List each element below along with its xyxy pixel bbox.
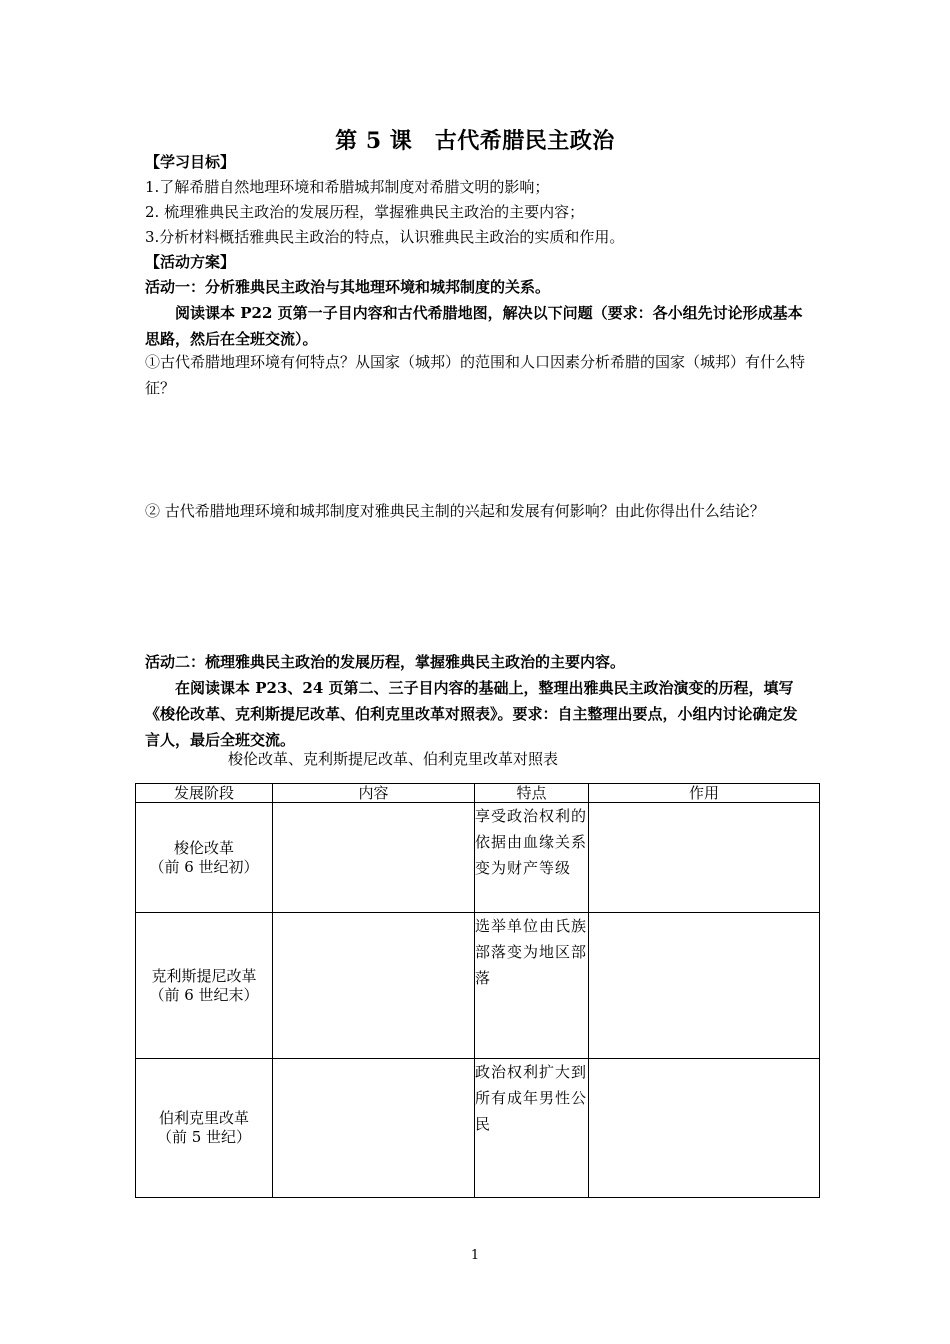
stage-period: （前 6 世纪末） — [149, 985, 259, 1004]
table-row — [136, 913, 820, 1059]
stage-cell — [136, 803, 273, 913]
feature-cell: 享受政治权利的依据由血缘关系变为财产等级 — [475, 803, 589, 913]
activity2-instruction: 在阅读课本 P23、24 页第二、三子目内容的基础上，整理出雅典民主政治演变的历程，填写《梭伦改革、克利斯提尼改革、伯利克里改革对照表》。要求：自主整理出要点，小组内讨论确定发言人，最后全班交流。 — [145, 679, 798, 749]
page-title: 第 5 课 古代希腊民主政治 — [335, 128, 615, 154]
table-row — [136, 803, 820, 913]
header-stage: 发展阶段 — [136, 784, 273, 803]
table-row — [136, 1059, 820, 1198]
content-cell[interactable] — [273, 913, 475, 1059]
stage-cell — [136, 913, 273, 1059]
page-number: 1 — [470, 1248, 480, 1263]
stage-cell — [136, 1059, 273, 1198]
feature-cell: 选举单位由氏族部落变为地区部落 — [475, 913, 589, 1059]
effect-cell[interactable] — [589, 1059, 820, 1198]
table-caption: 梭伦改革、克利斯提尼改革、伯利克里改革对照表 — [228, 750, 559, 768]
table-header-row — [136, 784, 820, 803]
stage-name: 伯利克里改革 — [158, 1109, 249, 1127]
objective-item: 3.分析材料概括雅典民主政治的特点，认识雅典民主政治的实质和作用。 — [145, 228, 625, 246]
reform-comparison-table — [135, 783, 820, 1198]
effect-cell[interactable] — [589, 803, 820, 913]
activity1-instruction: 阅读课本 P22 页第一子目内容和古代希腊地图，解决以下问题（要求：各小组先讨论形成基本思路，然后在全班交流）。 — [145, 304, 803, 348]
activity1-title: 活动一：分析雅典民主政治与其地理环境和城邦制度的关系。 — [145, 278, 551, 296]
plan-heading: 【活动方案】 — [145, 253, 236, 271]
header-content: 内容 — [273, 784, 475, 803]
objectives-heading: 【学习目标】 — [145, 153, 236, 171]
stage-name: 克利斯提尼改革 — [151, 966, 257, 985]
header-feature: 特点 — [475, 784, 589, 803]
objective-item: 1.了解希腊自然地理环境和希腊城邦制度对希腊文明的影响； — [145, 178, 550, 196]
objective-item: 2. 梳理雅典民主政治的发展历程，掌握雅典民主政治的主要内容； — [145, 203, 585, 221]
activity1-question-2: ② 古代希腊地理环境和城邦制度对雅典民主制的兴起和发展有何影响？由此你得出什么结论？ — [145, 502, 765, 520]
header-effect: 作用 — [589, 784, 820, 803]
activity2-title: 活动二：梳理雅典民主政治的发展历程，掌握雅典民主政治的主要内容。 — [145, 653, 626, 671]
feature-cell: 政治权利扩大到所有成年男性公民 — [475, 1059, 589, 1198]
activity1-question-1: ①古代希腊地理环境有何特点？从国家（城邦）的范围和人口因素分析希腊的国家（城邦）有什么特征？ — [145, 353, 806, 397]
content-cell[interactable] — [273, 1059, 475, 1198]
stage-period: （前 6 世纪初） — [149, 857, 259, 876]
effect-cell[interactable] — [589, 913, 820, 1059]
content-cell[interactable] — [273, 803, 475, 913]
stage-name: 梭伦改革 — [173, 838, 234, 857]
stage-period: （前 5 世纪） — [156, 1128, 252, 1146]
